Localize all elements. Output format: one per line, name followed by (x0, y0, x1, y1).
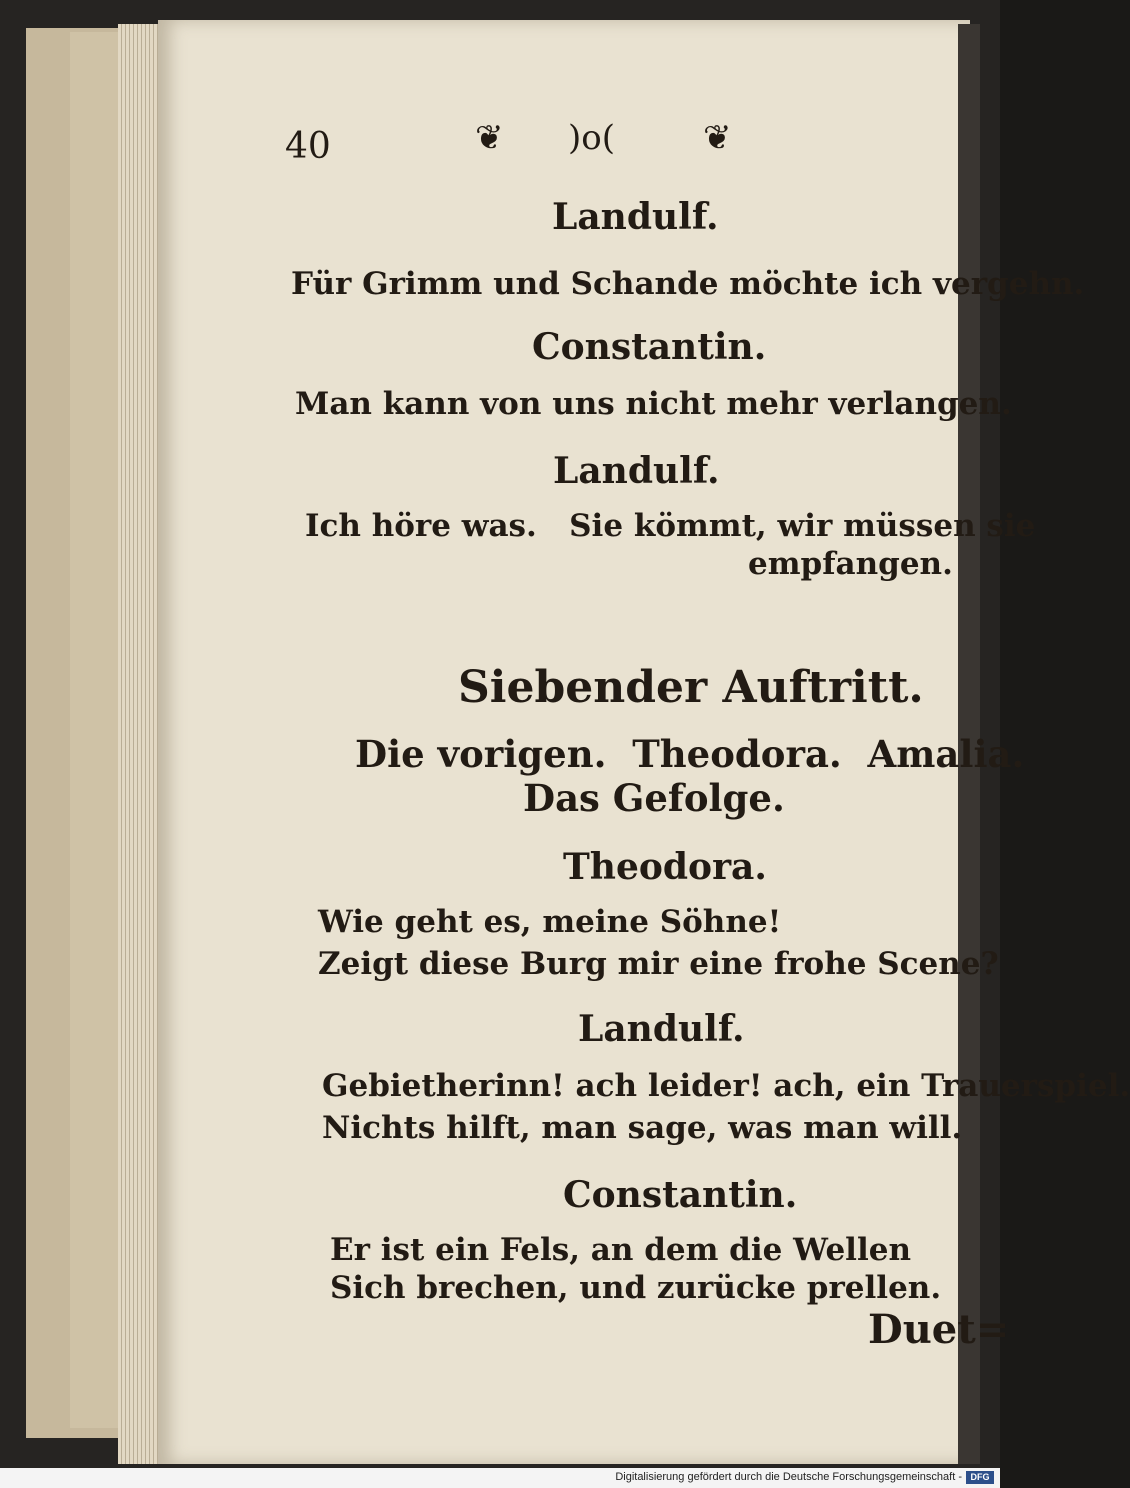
speaker-name: Constantin. (532, 326, 767, 368)
verse-line: Man kann von uns nicht mehr verlangen. (295, 386, 1012, 422)
catchword: Duet= (868, 1306, 1010, 1353)
verse-line: Gebietherinn! ach leider! ach, ein Trauerspiel. (322, 1068, 1130, 1104)
footer-credit: Digitalisierung gefördert durch die Deutsche Forschungsgemeinschaft - (615, 1471, 962, 1483)
speaker-name: Landulf. (578, 1008, 745, 1050)
verse-line: Wie geht es, meine Söhne! (318, 904, 782, 940)
verse-line-turnover: empfangen. (748, 546, 953, 582)
verse-line: Ich höre was. Sie kömmt, wir müssen sie (305, 508, 1036, 544)
speaker-name: Landulf. (552, 196, 719, 238)
verse-line: Für Grimm und Schande möchte ich vergehn. (291, 266, 1085, 302)
speaker-name: Constantin. (563, 1174, 798, 1216)
speaker-name: Landulf. (553, 450, 720, 492)
verse-line: Er ist ein Fels, an dem die Wellen (330, 1232, 911, 1268)
digitization-footer (0, 1468, 1000, 1488)
fleuron-right-icon: ❦ (703, 118, 732, 158)
scene-title: Siebender Auftritt. (458, 662, 924, 713)
page-number: 40 (285, 126, 331, 167)
verse-line: Nichts hilft, man sage, was man will. (322, 1110, 963, 1146)
speaker-name: Theodora. (563, 846, 767, 888)
fleuron-left-icon: ❦ (475, 118, 504, 158)
verse-line: Sich brechen, und zurücke prellen. (330, 1270, 942, 1306)
dfg-logo-icon: DFG (966, 1471, 994, 1484)
cast-list: Das Gefolge. (523, 776, 785, 820)
cast-list: Die vorigen. Theodora. Amalia. (355, 732, 1025, 776)
verse-line: Zeigt diese Burg mir eine frohe Scene? (318, 946, 999, 982)
header-ornament-center: )o( (568, 118, 615, 158)
